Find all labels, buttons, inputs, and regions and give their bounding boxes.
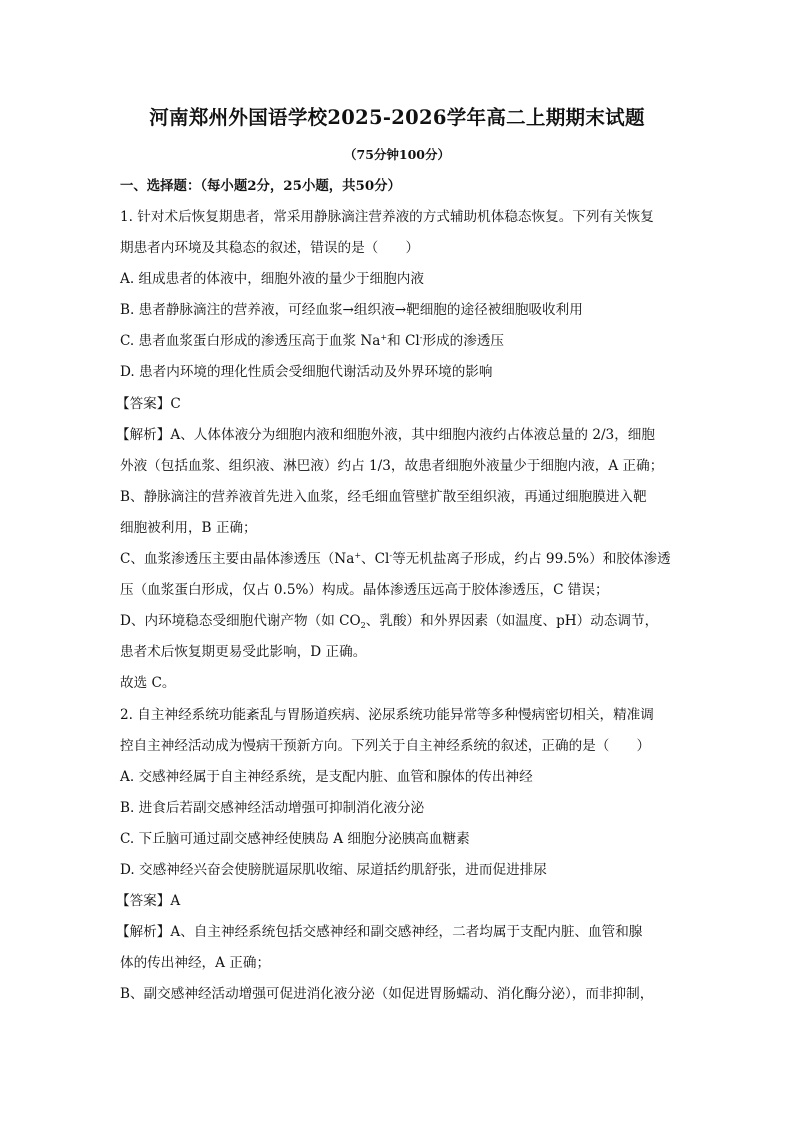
q1-analysis-line-5: C、血浆渗透压主要由晶体渗透压（Na+、Cl-等无机盐离子形成，约占 99.5%）和胶体渗透	[120, 551, 671, 567]
page-title: 河南郑州外国语学校2025-2026学年高二上期期末试题	[149, 106, 645, 129]
q2-stem-line-2: 控自主神经活动成为慢病干预新方向。下列关于自主神经系统的叙述，正确的是（ ）	[120, 738, 651, 754]
q1-conclusion: 故选 C。	[120, 675, 176, 691]
q1-analysis-line-8: 患者术后恢复期更易受此影响，D 正确。	[120, 644, 367, 660]
q1-analysis-line-7: D、内环境稳态受细胞代谢产物（如 $CO_2$、乳酸）和外界因素（如温度、pH）动态调节，	[120, 613, 659, 630]
q2-analysis-line-2: 体的传出神经，A 正确；	[120, 955, 271, 971]
q1-analysis-line-3: B、静脉滴注的营养液首先进入血浆，经毛细血管壁扩散至组织液，再通过细胞膜进入靶	[120, 489, 647, 505]
q2-option-d: D. 交感神经兴奋会使膀胱逼尿肌收缩、尿道括约肌舒张，进而促进排尿	[120, 862, 547, 878]
q2-option-c: C. 下丘脑可通过副交感神经使胰岛 A 细胞分泌胰高血糖素	[120, 831, 470, 847]
q1-option-a: A. 组成患者的体液中，细胞外液的量少于细胞内液	[120, 271, 424, 287]
exam-duration-score: （75分钟100分）	[344, 147, 450, 162]
q1-analysis-line-6: 压（血浆蛋白形成，仅占 0.5%）构成。晶体渗透压远高于胶体渗透压，C 错误；	[120, 582, 609, 598]
q1-stem-line-1: 1. 针对术后恢复期患者，常采用静脉滴注营养液的方式辅助机体稳态恢复。下列有关恢复	[120, 209, 654, 225]
q2-stem-line-1: 2. 自主神经系统功能紊乱与胃肠道疾病、泌尿系统功能异常等多种慢病密切相关，精准调	[120, 707, 654, 723]
q1-answer: 【答案】C	[116, 396, 181, 412]
q2-analysis-line-1: 【解析】A、自主神经系统包括交感神经和副交感神经，二者均属于支配内脏、血管和腺	[116, 924, 643, 940]
section-heading: 一、选择题：（每小题2分，25小题，共50分）	[120, 178, 401, 194]
q1-analysis-line-4: 细胞被利用，B 正确；	[120, 520, 257, 536]
q2-answer: 【答案】A	[116, 893, 181, 909]
q1-option-b: B. 患者静脉滴注的营养液，可经血浆→组织液→靶细胞的途径被细胞吸收利用	[120, 302, 583, 318]
q1-analysis-line-1: 【解析】A、人体体液分为细胞内液和细胞外液，其中细胞内液约占体液总量的 2/3，细胞	[116, 427, 655, 443]
q2-option-a: A. 交感神经属于自主神经系统，是支配内脏、血管和腺体的传出神经	[120, 769, 533, 785]
q1-option-d: D. 患者内环境的理化性质会受细胞代谢活动及外界环境的影响	[120, 364, 493, 380]
q2-option-b: B. 进食后若副交感神经活动增强可抑制消化液分泌	[120, 800, 425, 816]
q1-analysis-line-2: 外液（包括血浆、组织液、淋巴液）约占 1/3，故患者细胞外液量少于细胞内液，A 正确；	[120, 458, 664, 474]
q2-analysis-line-3: B、副交感神经活动增强可促进消化液分泌（如促进胃肠蠕动、消化酶分泌），而非抑制，	[120, 986, 654, 1002]
q1-option-c: C. 患者血浆蛋白形成的渗透压高于血浆 Na+和 Cl-形成的渗透压	[120, 333, 505, 349]
q1-stem-line-2: 期患者内环境及其稳态的叙述，错误的是（ ）	[120, 240, 420, 256]
